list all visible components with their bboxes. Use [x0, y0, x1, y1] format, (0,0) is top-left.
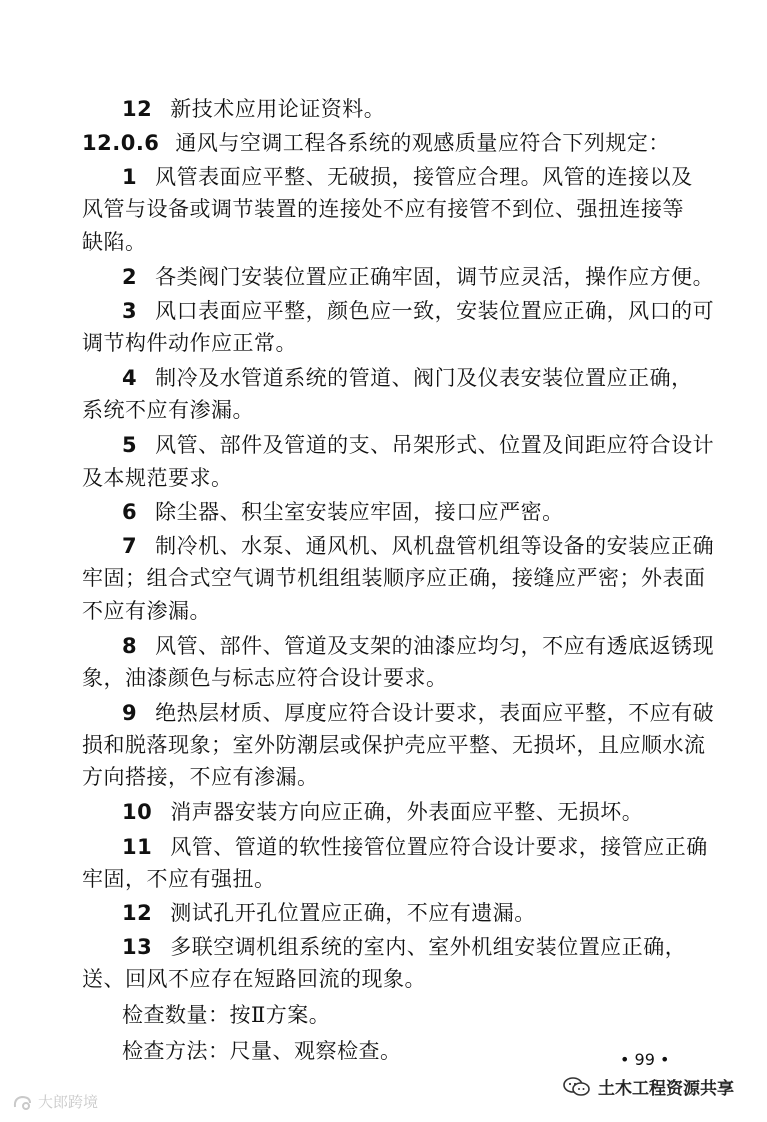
- clause-number: 12.0.6: [82, 131, 160, 156]
- text-line: 牢固，不应有强扭。: [82, 866, 276, 891]
- item-text: 新技术应用论证资料。: [170, 97, 386, 121]
- text-line: 牢固；组合式空气调节机组组装顺序应正确，接缝应严密；外表面: [82, 566, 706, 591]
- text-line: 调节构件动作应正常。: [82, 331, 297, 356]
- list-item: [122, 262, 742, 292]
- item-text: 除尘器、积尘室安装应牢固，接口应严密。: [155, 499, 564, 524]
- watermark-left-text: 大郎跨境: [38, 1093, 99, 1111]
- text-line: 及本规范要求。: [82, 465, 233, 490]
- list-item: [122, 497, 742, 527]
- item-number: 13: [122, 934, 153, 959]
- text-line: 检查方法：尺量、观察检查。: [122, 1039, 402, 1064]
- item-text: 风管表面应平整、无破损，接管应合理。风管的连接以及: [155, 165, 693, 190]
- item-number: 8: [122, 633, 138, 658]
- list-item: [122, 932, 742, 962]
- wechat-icon: [562, 1076, 592, 1098]
- item-text: 风管、管道的软性接管位置应符合设计要求，接管应正确: [170, 834, 708, 859]
- list-item: [122, 898, 742, 928]
- text-line: 缺陷。: [82, 229, 147, 254]
- list-item: [122, 94, 742, 124]
- watermark-left: [12, 1091, 98, 1112]
- clause-text: 通风与空调工程各系统的观感质量应符合下列规定：: [175, 131, 670, 156]
- text-line: 系统不应有渗漏。: [82, 398, 254, 423]
- text-line: 不应有渗漏。: [82, 598, 211, 623]
- item-text: 多联空调机组系统的室内、室外机组安装位置应正确，: [170, 934, 687, 959]
- item-number: 5: [122, 433, 138, 458]
- brand-logo-icon: [12, 1093, 34, 1111]
- list-item: [122, 430, 742, 460]
- item-text: 制冷机、水泵、通风机、风机盘管机组等设备的安装应正确: [155, 533, 715, 558]
- text-line: 损和脱落现象；室外防潮层或保护壳应平整、无损坏，且应顺水流: [82, 733, 706, 758]
- list-item: [122, 531, 742, 561]
- item-number: 4: [122, 366, 138, 391]
- item-number: 1: [122, 165, 138, 190]
- list-item: [122, 296, 742, 326]
- item-text: 绝热层材质、厚度应符合设计要求，表面应平整，不应有破: [155, 700, 715, 725]
- list-item: [122, 363, 742, 393]
- text-line: 方向搭接，不应有渗漏。: [82, 765, 319, 790]
- list-item: [122, 832, 742, 862]
- item-text: 制冷及水管道系统的管道、阀门及仪表安装位置应正确，: [155, 366, 693, 391]
- item-text: 各类阀门安装位置应正确牢固，调节应灵活，操作应方便。: [155, 264, 715, 289]
- item-number: 6: [122, 499, 138, 524]
- text-line: 送、回风不应存在短路回流的现象。: [82, 967, 426, 992]
- item-number: 7: [122, 533, 138, 558]
- item-number: 3: [122, 298, 138, 323]
- item-number: 12: [122, 900, 153, 925]
- item-text: 风口表面应平整，颜色应一致，安装位置应正确，风口的可: [155, 298, 715, 323]
- item-number: 11: [122, 834, 153, 859]
- text-line: 风管与设备或调节装置的连接处不应有接管不到位、强扭连接等: [82, 197, 684, 222]
- text-line: 象，油漆颜色与标志应符合设计要求。: [82, 665, 448, 690]
- list-item: [122, 162, 742, 192]
- page-number: • 99 •: [620, 1050, 670, 1069]
- clause-heading: [82, 128, 702, 158]
- item-number: 10: [122, 800, 153, 825]
- item-text: 测试孔开孔位置应正确，不应有遗漏。: [170, 900, 536, 925]
- watermark-right-text: 土木工程资源共享: [598, 1079, 734, 1099]
- item-text: 风管、部件、管道及支架的油漆应均匀，不应有透底返锈现: [155, 633, 715, 658]
- text-line: 检查数量：按Ⅱ方案。: [122, 1003, 331, 1028]
- watermark-right: [562, 1074, 734, 1099]
- item-text: 消声器安装方向应正确，外表面应平整、无损坏。: [170, 800, 644, 825]
- list-item: [122, 797, 742, 827]
- list-item: [122, 631, 742, 661]
- item-number: 2: [122, 264, 138, 289]
- item-number: 12: [122, 97, 153, 121]
- item-number: 9: [122, 700, 138, 725]
- list-item: [122, 698, 742, 728]
- item-text: 风管、部件及管道的支、吊架形式、位置及间距应符合设计: [155, 433, 715, 458]
